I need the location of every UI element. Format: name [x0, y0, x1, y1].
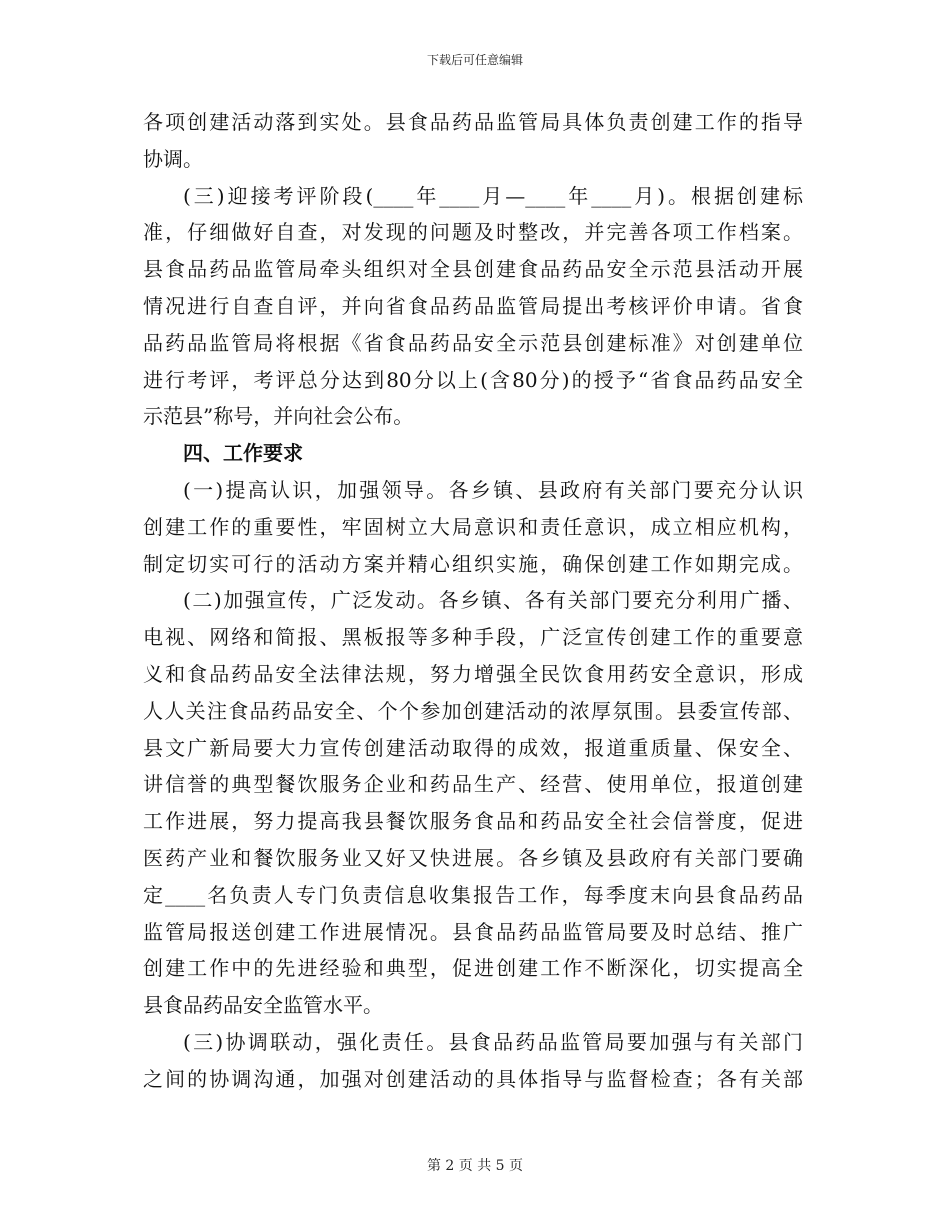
text-line: 示范县”称号，并向社会公布。 — [143, 404, 414, 429]
text-line: 义和食品药品安全法律法规，努力增强全民饮食用药安全意识，形成 — [143, 661, 803, 686]
text-line: 协调。 — [143, 146, 203, 171]
document-body — [143, 104, 803, 1098]
text-line: (一)提高认识，加强领导。各乡镇、县政府有关部门要充分认识 — [183, 477, 803, 502]
text-line: 定____名负责人专门负责信息收集报告工作，每季度末向县食品药品 — [143, 882, 803, 907]
text-line: 创建工作中的先进经验和典型，促进创建工作不断深化，切实提高全 — [143, 956, 803, 981]
text-line: 进行考评，考评总分达到80分以上(含80分)的授予“省食品药品安全 — [143, 367, 803, 392]
text-line: 县食品药品监管局牵头组织对全县创建食品药品安全示范县活动开展 — [143, 257, 803, 282]
text-line: (三)迎接考评阶段(____年____月—____年____月)。根据创建标 — [183, 183, 803, 208]
text-line: 工作进展，努力提高我县餐饮服务食品和药品安全社会信誉度，促进 — [143, 809, 803, 834]
text-line: (三)协调联动，强化责任。县食品药品监管局要加强与有关部门 — [183, 1029, 803, 1054]
text-line: 情况进行自查自评，并向省食品药品监管局提出考核评价申请。省食 — [143, 293, 803, 318]
text-line: 人人关注食品药品安全、个个参加创建活动的浓厚氛围。县委宣传部、 — [143, 698, 803, 723]
text-line: 电视、网络和简报、黑板报等多种手段，广泛宣传创建工作的重要意 — [143, 625, 803, 650]
text-line: 制定切实可行的活动方案并精心组织实施，确保创建工作如期完成。 — [143, 551, 803, 576]
text-line: 医药产业和餐饮服务业又好又快进展。各乡镇及县政府有关部门要确 — [143, 845, 803, 870]
page-number: 第 2 页 共 5 页 — [426, 1158, 524, 1174]
text-line: 品药品监管局将根据《省食品药品安全示范县创建标准》对创建单位 — [143, 330, 803, 355]
text-line: 创建工作的重要性，牢固树立大局意识和责任意识，成立相应机构， — [143, 514, 803, 539]
text-line: 县食品药品安全监管水平。 — [143, 993, 383, 1018]
section-heading: 四、工作要求 — [183, 441, 303, 466]
page-header: 下载后可任意编辑 — [426, 53, 523, 67]
text-line: (二)加强宣传，广泛发动。各乡镇、各有关部门要充分利用广播、 — [183, 588, 803, 613]
text-line: 讲信誉的典型餐饮服务企业和药品生产、经营、使用单位，报道创建 — [143, 772, 803, 797]
text-line: 县文广新局要大力宣传创建活动取得的成效，报道重质量、保安全、 — [143, 735, 803, 760]
text-line: 各项创建活动落到实处。县食品药品监管局具体负责创建工作的指导 — [143, 110, 803, 134]
text-line: 准，仔细做好自查，对发现的问题及时整改，并完善各项工作档案。 — [143, 220, 803, 245]
text-line: 之间的协调沟通，加强对创建活动的具体指导与监督检查；各有关部 — [143, 1066, 803, 1091]
text-line: 监管局报送创建工作进展情况。县食品药品监管局要及时总结、推广 — [143, 919, 803, 944]
